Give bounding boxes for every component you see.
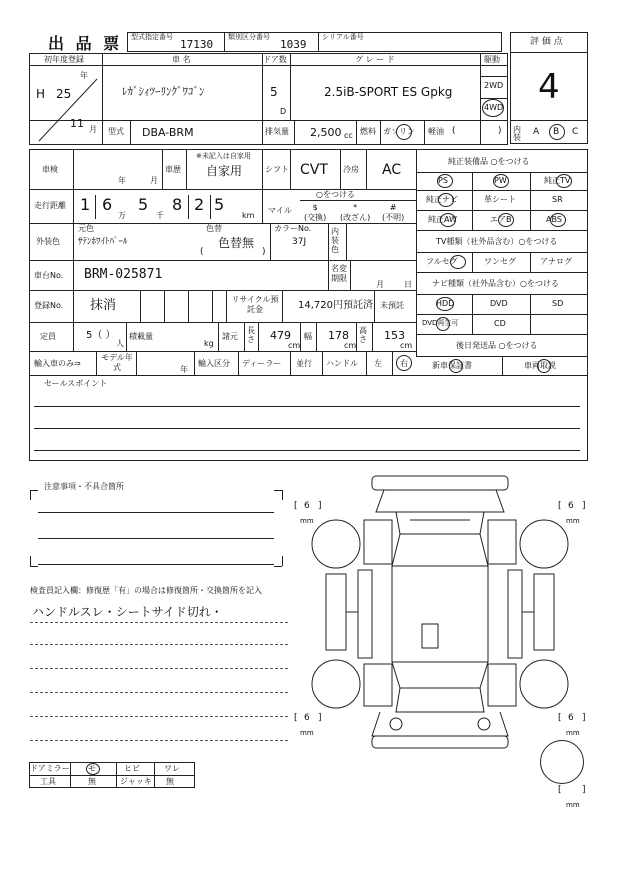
crack-hibi: ヒビ	[124, 764, 140, 773]
tv-oneseg: ワンセグ	[484, 257, 516, 266]
width-cm: cm	[344, 341, 357, 350]
load-label: 積載量	[129, 332, 153, 341]
month: 11	[70, 117, 84, 130]
shaken-month-unit: 月	[150, 176, 158, 185]
equip-ps-circle	[437, 174, 453, 188]
month-unit: 月	[89, 125, 97, 134]
mirror-circle	[86, 763, 100, 775]
color-code-label: カラーNo.	[274, 224, 312, 233]
mileage-digit-4: 8	[172, 195, 183, 214]
length-cm: cm	[288, 341, 301, 350]
equip-airbag-circle	[498, 213, 514, 227]
tv-analog: アナログ	[540, 257, 572, 266]
model-year-unit: 年	[180, 365, 188, 374]
displacement: 2,500	[310, 126, 342, 139]
interior-grade-a: A	[533, 127, 540, 137]
int-color-label: 内装色	[331, 227, 339, 254]
length-label: 長さ	[247, 326, 255, 344]
score-label: 評 価 点	[530, 37, 563, 47]
history: 自家用	[206, 164, 243, 178]
docs-manual: 車両取説	[524, 361, 556, 370]
navi-dvd-play: DVD再生可	[422, 319, 459, 327]
equip-leather: 革シート	[484, 195, 516, 204]
ext-color-label: 外装色	[36, 237, 60, 246]
equip-airbag: エアB	[490, 215, 512, 224]
fuel-gas-circle	[396, 124, 412, 140]
drive-4wd: 4WD	[484, 103, 504, 112]
mileage-digit-5: 2	[194, 195, 205, 214]
fuel-diesel: 軽油	[428, 127, 444, 136]
equip-aw-circle	[440, 213, 456, 227]
tire-br: 6	[568, 713, 574, 723]
equip-ps: PS	[438, 176, 448, 185]
inspector-label: 検査員記入欄：修復歴「有」の場合は修復箇所・交換箇所を記入	[30, 586, 262, 595]
year-unit: 年	[80, 71, 88, 80]
tools-value: 無	[88, 777, 96, 786]
height: 153	[384, 329, 405, 342]
tire-bl-unit: mm	[300, 729, 314, 737]
equip-pw-circle	[493, 174, 509, 188]
mileage-digit-6: 5	[214, 195, 225, 214]
exchange-label: $ (交換)	[304, 203, 327, 222]
recycle-label: リサイクル預託金	[231, 295, 279, 314]
dims-label: 諸元	[222, 332, 238, 341]
tire-tr: 6	[568, 501, 574, 511]
ac-label: 冷房	[343, 165, 359, 174]
capacity-label: 定員	[40, 332, 56, 341]
altered-label: * (改ざん)	[340, 203, 371, 222]
interior-b-circle	[549, 124, 565, 140]
model-label: 型式	[108, 127, 124, 136]
first-reg-label: 初年度登録	[44, 55, 84, 64]
displacement-unit: cc	[344, 131, 353, 140]
equip-navi-circle	[438, 193, 454, 207]
notes-label: 注意事項・不具合箇所	[44, 482, 124, 491]
navi-title: ナビ種類（社外品含む）○をつける	[432, 279, 559, 288]
handle-right-circle	[396, 355, 412, 371]
import-label: 輸入車のみ⇒	[34, 359, 81, 368]
navi-sd: SD	[552, 299, 564, 308]
history-note: ※未記入は自家用	[196, 152, 251, 160]
grade: 2.5iB-SPORT ES Gpkg	[324, 85, 453, 99]
tv-title: TV種類（社外品含む）○をつける	[436, 237, 558, 246]
km-unit: km	[242, 211, 255, 220]
rename-day: 日	[404, 280, 412, 289]
color-code: 37J	[292, 237, 307, 247]
tv-fullseg: フルセグ	[426, 257, 458, 266]
sales-point-label: セールスポイント	[44, 379, 108, 388]
navi-hdd: HDD	[436, 299, 455, 308]
equip-navi: 純正ナビ	[426, 195, 458, 204]
equip-tv-circle	[556, 174, 572, 188]
drive-label: 駆動	[484, 55, 500, 64]
model-year-label: モデル年式	[101, 353, 133, 372]
equip-pw: PW	[494, 176, 507, 185]
tire-spare-unit: mm	[566, 801, 580, 809]
equip-abs: ABS	[546, 215, 562, 224]
rename-label: 名変期限	[331, 264, 347, 283]
tire-br-unit: mm	[566, 729, 580, 737]
length: 479	[270, 329, 291, 342]
docs-warranty: 新車保証書	[432, 361, 472, 370]
docs-manual-circle	[537, 359, 551, 373]
navi-dvd-play-circle	[436, 317, 450, 331]
shaken-label: 車検	[42, 165, 58, 174]
drive-4wd-circle	[482, 99, 504, 117]
unknown-label: # (不明)	[382, 203, 405, 222]
recycle: 14,720円預託済	[298, 300, 373, 311]
displacement-label: 排気量	[265, 127, 289, 136]
tire-tr-unit: mm	[566, 517, 580, 525]
type-no: 17130	[180, 38, 214, 51]
width-label: 幅	[304, 332, 312, 341]
doors: 5	[270, 85, 278, 99]
tire-tl-unit: mm	[300, 517, 314, 525]
reg: 抹消	[90, 298, 117, 313]
chassis-label: 車台No.	[34, 271, 64, 280]
door-mirror-label: ドアミラー	[30, 764, 70, 773]
type-no-label: 型式指定番号	[131, 33, 173, 41]
model: DBA-BRM	[142, 126, 194, 139]
equip-sr: SR	[552, 195, 563, 204]
interior-grade-c: C	[572, 127, 579, 137]
mileage-digit-2: 6	[102, 195, 113, 214]
tire-tl-open: [	[294, 501, 298, 511]
equip-abs-circle	[550, 213, 566, 227]
docs-title: 後日発送品 ○をつける	[456, 341, 538, 350]
car-name: ﾚｶﾞｼｨﾂｰﾘﾝｸﾞﾜｺﾞﾝ	[122, 85, 205, 98]
capacity: 5（ ）	[86, 330, 116, 341]
shift-label: シフト	[265, 165, 289, 174]
history-label: 車歴	[165, 165, 181, 174]
grade-label: グ レ ー ド	[355, 55, 395, 64]
mile-label: マイル	[268, 206, 292, 215]
door-mirror-value: モ	[88, 764, 96, 773]
shift: CVT	[300, 162, 328, 178]
serial-label: シリアル番号	[322, 33, 364, 41]
recycle-no: 未預託	[380, 301, 404, 310]
docs-warranty-circle	[449, 359, 463, 373]
mileage-digit-1: 1	[80, 195, 91, 214]
rename-month: 月	[376, 280, 384, 289]
navi-cd: CD	[494, 319, 506, 328]
name-label: 車 名	[172, 55, 191, 64]
drive-2wd: 2WD	[484, 81, 504, 90]
shaken-year-unit: 年	[118, 176, 126, 185]
interior-grade-b: B	[553, 127, 560, 137]
mileage-digit-3: 5	[138, 195, 149, 214]
sen-unit: 千	[156, 211, 164, 220]
color-change: 色替無	[218, 236, 255, 250]
mileage-label: 走行距離	[34, 201, 66, 210]
fuel-label: 燃料	[360, 127, 376, 136]
orig-color: ｻﾃﾝﾎﾜｲﾄﾊﾟｰﾙ	[78, 237, 128, 247]
navi-dvd: DVD	[490, 299, 508, 308]
tv-fullseg-circle	[450, 255, 466, 269]
man-unit: 万	[118, 211, 126, 220]
category-no: 1039	[280, 38, 307, 51]
capacity-unit: 人	[116, 339, 124, 348]
crack-ware: ワレ	[164, 764, 180, 773]
category-label: 類別区分番号	[228, 33, 270, 41]
tire-bl: 6	[304, 713, 310, 723]
reg-label: 登録No.	[34, 301, 64, 310]
fuel-gas: ガソリン	[383, 127, 415, 136]
load-unit: kg	[204, 339, 214, 348]
mileage-check-label: ○をつける	[316, 190, 355, 199]
score-value: 4	[538, 67, 560, 107]
parallel: 並行	[296, 359, 312, 368]
jack-label: ジャッキ	[120, 777, 152, 786]
height-label: 高さ	[359, 326, 367, 344]
width: 178	[328, 329, 349, 342]
year: 25	[56, 87, 72, 101]
interior-label: 内装	[513, 125, 521, 142]
height-cm: cm	[400, 341, 413, 350]
inspector-text: ハンドルスレ・シートサイド切れ・	[32, 605, 223, 619]
color-change-label: 色替	[206, 224, 222, 233]
chassis: BRM-025871	[84, 267, 163, 282]
tools-label: 工具	[40, 777, 56, 786]
equip-std-title: 純正装備品 ○をつける	[448, 157, 530, 166]
tire-tl: 6	[304, 501, 310, 511]
dealer: ディーラー	[242, 359, 282, 368]
handle-left: 左	[374, 359, 382, 368]
equip-tv: 純正TV	[544, 176, 571, 185]
orig-color-label: 元色	[78, 224, 94, 233]
jack-value: 無	[166, 777, 174, 786]
handle-label: ハンドル	[326, 359, 358, 368]
era: H	[36, 87, 46, 101]
ac: AC	[382, 162, 402, 178]
doors-label: ドア数	[263, 55, 287, 64]
import-type-label: 輸入区分	[198, 359, 230, 368]
form-title: 出 品 票	[48, 34, 123, 53]
car-damage-diagram	[300, 474, 580, 750]
equip-aw: 純正AW	[428, 215, 457, 224]
navi-hdd-circle	[436, 297, 454, 311]
handle-right: 右	[400, 359, 408, 368]
doors-type: D	[280, 107, 287, 116]
